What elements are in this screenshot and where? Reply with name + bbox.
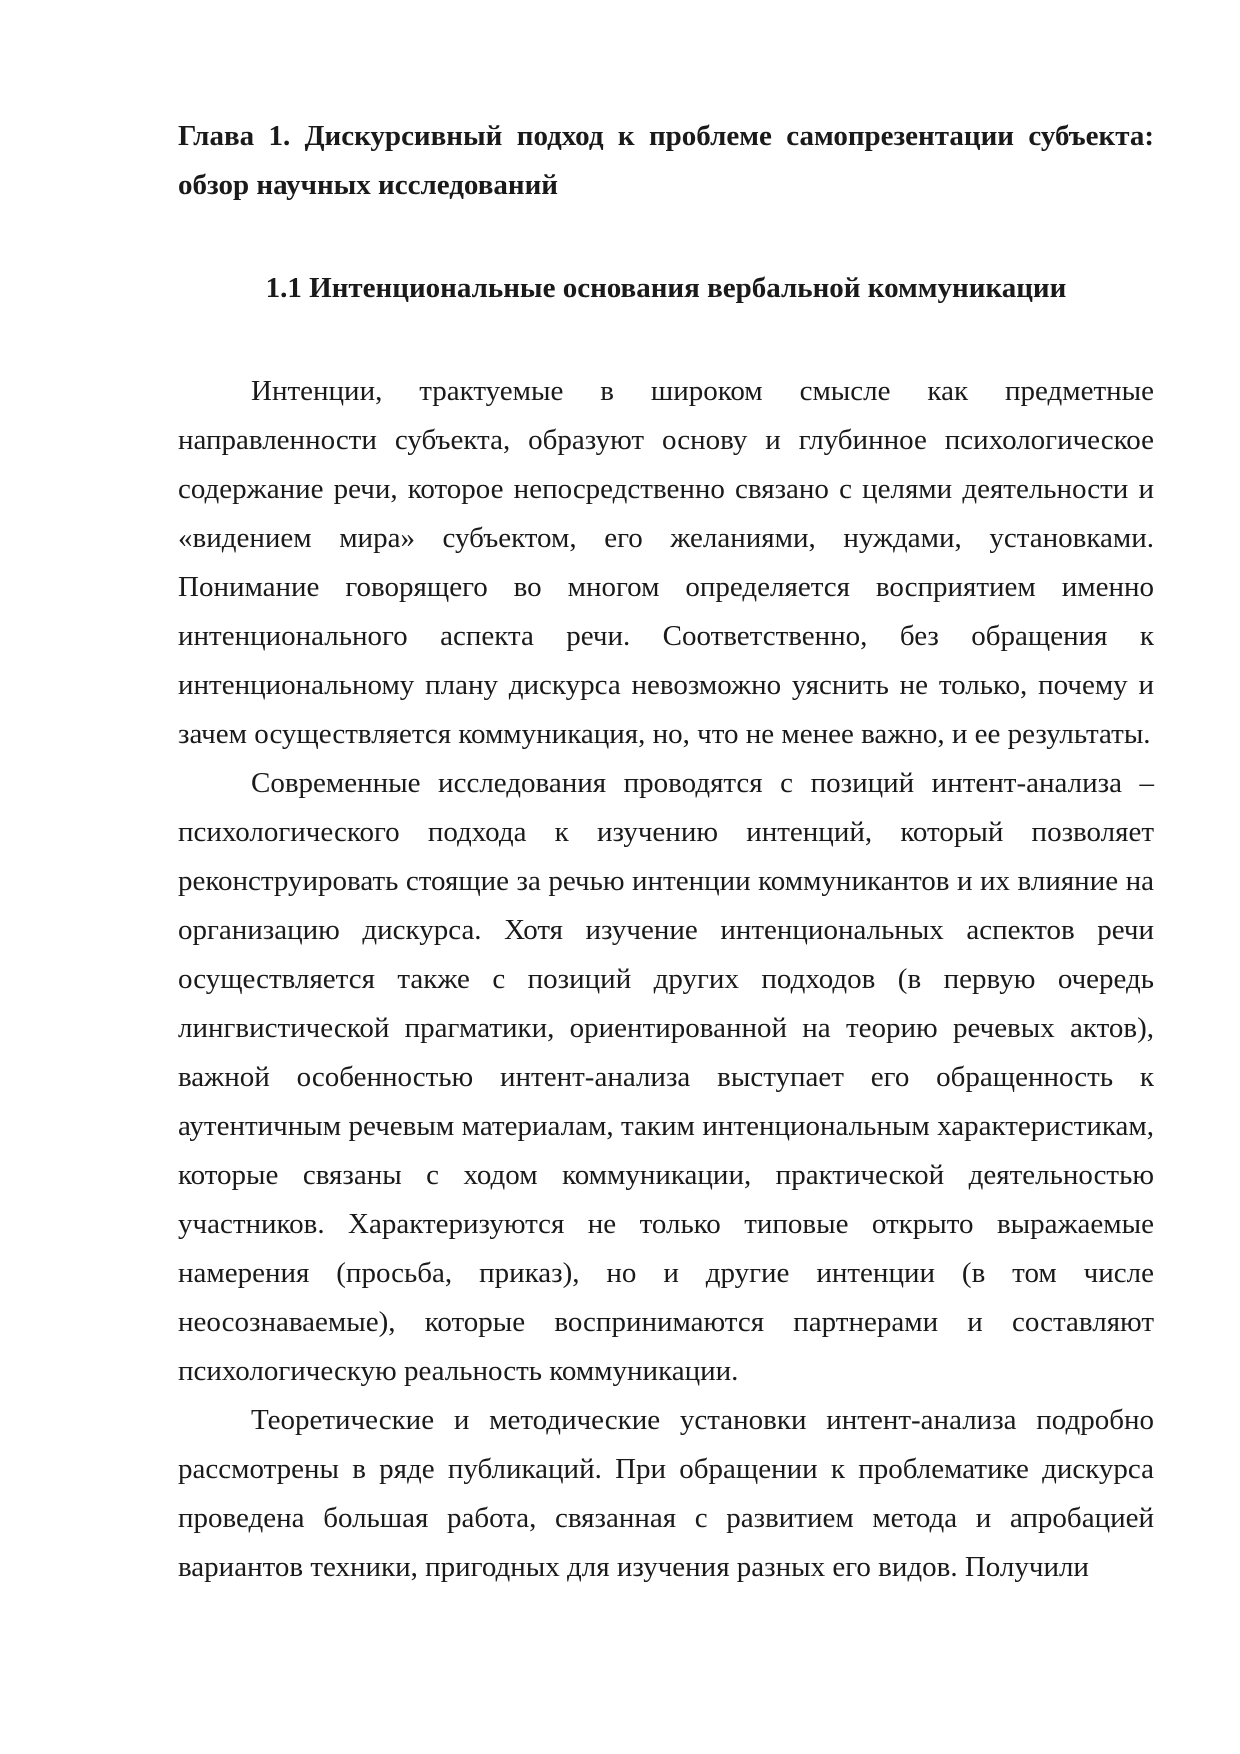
paragraph-intentions: Интенции, трактуемые в широком смысле как предметные направленности субъекта, образуют основу и глубинное психологическое содержание речи, которое непосредственно связано с целями деятельности и «видением мира» субъектом, его желаниями, нуждами, установками. Понимание говорящего во многом определяется восприятием именно интенционального аспекта речи. Соответственно, без обращения к интенциональному плану дискурса невозможно уяснить не только, почему и зачем осуществляется коммуникация, но, что не менее важно, и ее результаты. <box>178 375 1154 750</box>
chapter-title: Глава 1. Дискурсивный подход к проблеме самопрезентации субъекта: обзор научных исследований <box>178 120 1154 201</box>
section-title: 1.1 Интенциональные основания вербальной коммуникации <box>265 272 1067 304</box>
paragraph-methodology: Теоретические и методические установки интент-анализа подробно рассмотрены в ряде публикаций. При обращении к проблематике дискурса проведена большая работа, связанная с развитием метода и апробацией вариантов техники, пригодных для изучения разных его видов. Получили <box>178 1404 1154 1583</box>
body-text <box>178 367 1154 1592</box>
document-page <box>178 112 1154 1592</box>
paragraph-intent-analysis: Современные исследования проводятся с позиций интент-анализа – психологического подхода к изучению интенций, который позволяет реконструировать стоящие за речью интенции коммуникантов и их влияние на организацию дискурса. Хотя изучение интенциональных аспектов речи осуществляется также с позиций других подходов (в первую очередь лингвистической прагматики, ориентированной на теорию речевых актов), важной особенностью интент-анализа выступает его обращенность к аутентичным речевым материалам, таким интенциональным характеристикам, которые связаны с ходом коммуникации, практической деятельностью участников. Характеризуются не только типовые открыто выражаемые намерения (просьба, приказ), но и другие интенции (в том числе неосознаваемые), которые воспринимаются партнерами и составляют психологическую реальность коммуникации. <box>178 767 1154 1387</box>
